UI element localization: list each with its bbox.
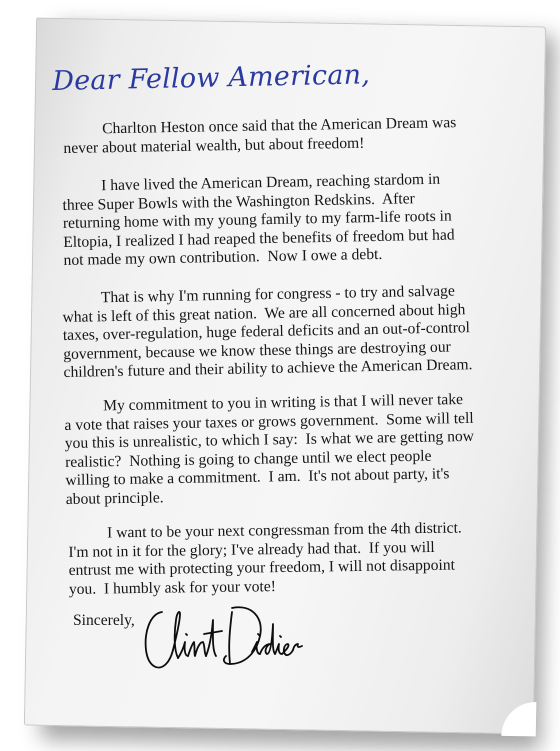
- letter-closing: Sincerely,: [73, 612, 135, 629]
- letter-greeting: Dear Fellow American,: [52, 59, 371, 97]
- paragraph-line: entrust me with protecting your freedom, I will not disappoint: [68, 556, 456, 580]
- paragraph-commitment: [64, 391, 475, 510]
- paragraph-line: Eltopia, I realized I had reaped the benefits of freedom but had: [63, 226, 455, 251]
- paragraph-line: Charlton Heston once said that the American Dream was: [63, 114, 457, 138]
- paragraph-line: realistic? Nothing is going to change until we elect people: [64, 447, 432, 471]
- handwritten-signature: [140, 594, 310, 684]
- paragraph-line: a vote that raises your taxes or grows government. Some will tell: [64, 409, 474, 434]
- paragraph-line: what is left of this great nation. We are all concerned about high: [62, 300, 466, 326]
- paragraph-line: children's future and their ability to achieve the American Dream.: [63, 356, 473, 382]
- paragraph-line: government, because we know these things are destroying our: [63, 338, 451, 363]
- paragraph-line: My commitment to you in writing is that I will never take: [64, 391, 464, 415]
- paragraph-line: I have lived the American Dream, reaching stardom in: [62, 170, 441, 195]
- paragraph-line: I'm not in it for the glory; I've already had that. If you will: [68, 538, 435, 561]
- paragraph-line: never about material wealth, but about freedom!: [63, 134, 365, 157]
- paragraph-line: returning home with my young family to my farm-life roots in: [62, 207, 452, 233]
- paragraph-heston: [63, 114, 457, 158]
- paragraph-line: three Super Bowls with the Washington Redskins. After: [62, 189, 415, 214]
- paragraph-line: you this is unrealistic, to which I say: Is what we are getting now: [64, 428, 475, 453]
- paragraph-line: you. I humbly ask for your vote!: [68, 577, 277, 598]
- paragraph-line: I want to be your next congressman from the 4th district.: [68, 519, 462, 542]
- paragraph-line: taxes, over-regulation, huge federal deficits and an out-of-control: [62, 319, 471, 345]
- paragraph-running-for-congress: [62, 282, 473, 383]
- paragraph-line: That is why I'm running for congress - to try and salvage: [62, 282, 455, 307]
- paragraph-line: about principle.: [65, 489, 164, 508]
- paragraph-ask-for-vote: [68, 520, 463, 600]
- paragraph-line: not made my own contribution. Now I owe a debt.: [63, 246, 383, 270]
- paragraph-american-dream: [62, 170, 455, 270]
- paragraph-line: willing to make a commitment. I am. It's not about party, it's: [65, 465, 450, 490]
